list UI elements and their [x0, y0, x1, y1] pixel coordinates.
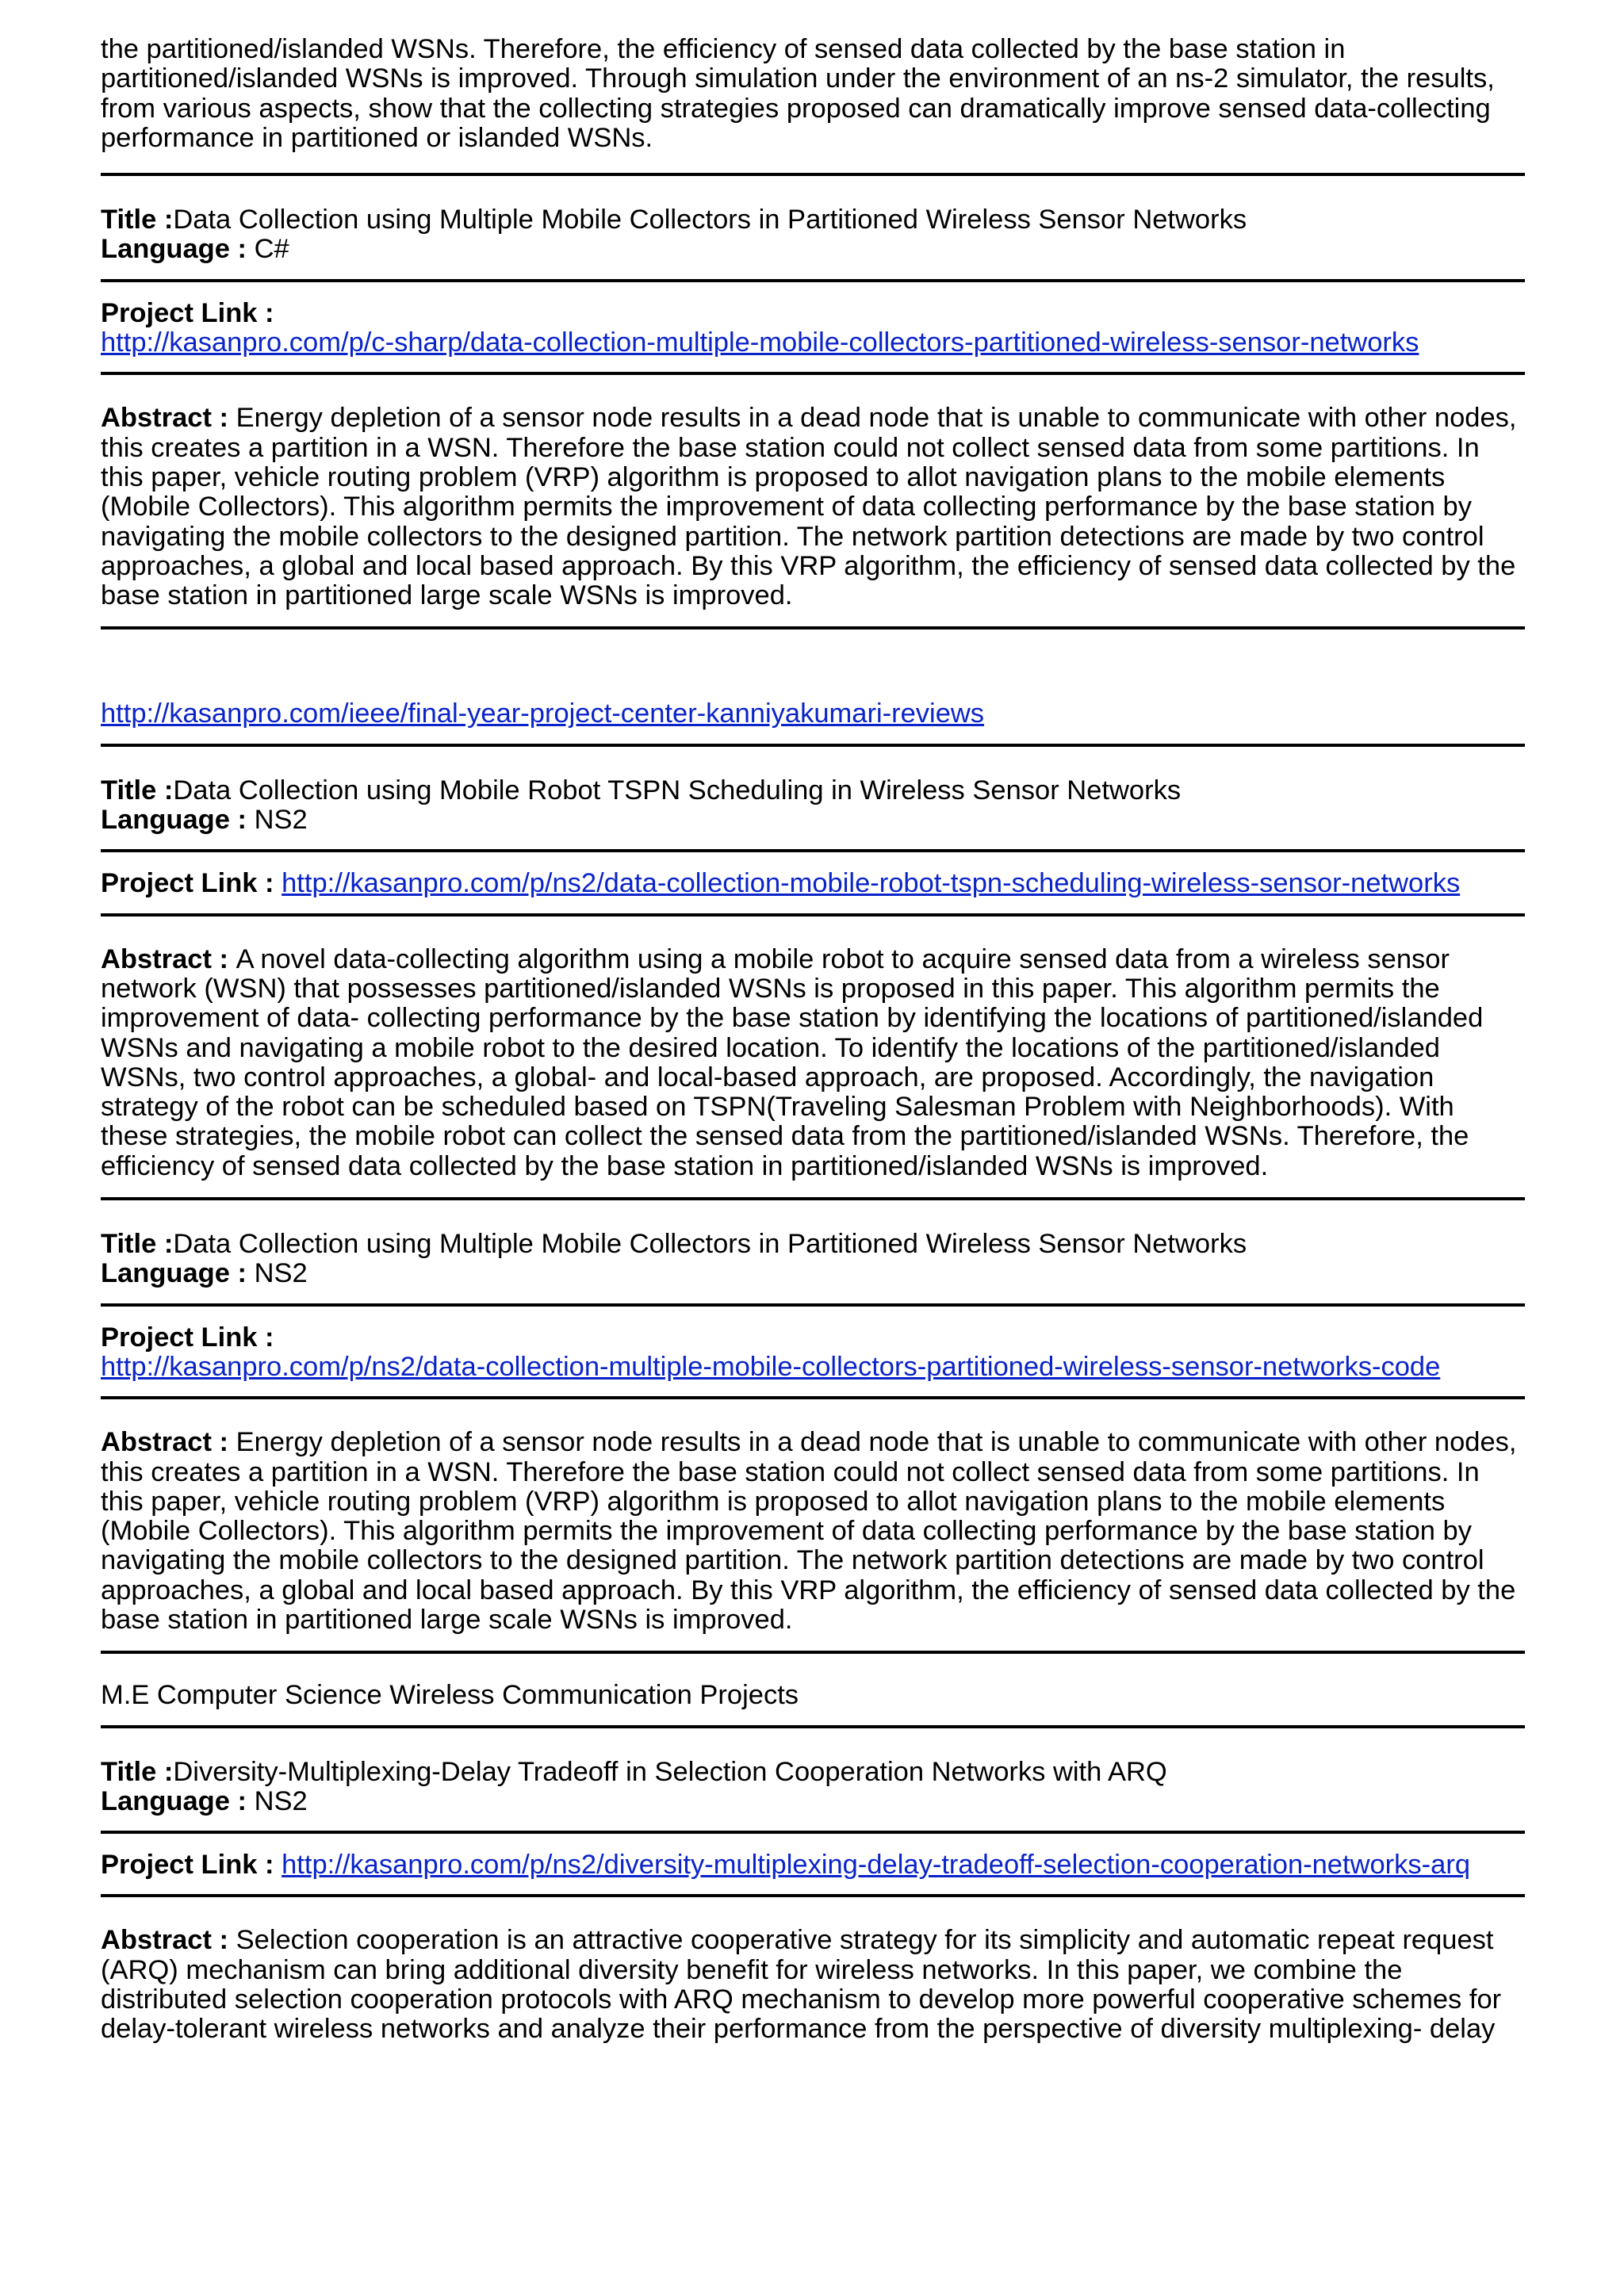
abstract-label: Abstract : [101, 403, 236, 434]
project-title-block [101, 776, 1525, 836]
section-heading: M.E Computer Science Wireless Communication Projects [101, 1680, 799, 1711]
divider [101, 372, 1525, 375]
abstract-block [101, 945, 1525, 1181]
language-label: Language : [101, 1785, 255, 1816]
divider [101, 1303, 1525, 1307]
project-language: NS2 [254, 1258, 308, 1289]
project-link[interactable]: http://kasanpro.com/p/ns2/data-collection-mobile-robot-tspn-scheduling-wireless-sensor-networks [282, 868, 1461, 899]
divider [101, 849, 1525, 852]
project-language: NS2 [254, 1785, 308, 1816]
divider [101, 1197, 1525, 1200]
language-label: Language : [101, 1258, 255, 1289]
project-title-block [101, 205, 1525, 265]
project-link[interactable]: http://kasanpro.com/p/c-sharp/data-collection-multiple-mobile-collectors-partitioned-wireless-sensor-networks [101, 327, 1419, 358]
divider [101, 279, 1525, 282]
abstract-block [101, 1926, 1525, 2044]
abstract-label: Abstract : [101, 943, 236, 974]
divider [101, 1725, 1525, 1728]
divider [101, 1831, 1525, 1834]
title-label: Title : [101, 775, 174, 806]
abstract-text: Energy depletion of a sensor node results in a dead node that is unable to communicate with other nodes, this creates a partition in a WSN. Therefore the base station could not collect sensed data from some partitions. In this paper, vehicle routing problem (VRP) algorithm is proposed to allot navigation plans to the mobile elements (Mobile Collectors). This algorithm permits the improvement of data collecting performance by the base station by navigating the mobile collectors to the designed partition. The network partition detections are made by two control approaches, a global and local based approach. By this VRP algorithm, the efficiency of sensed data collected by the base station in partitioned large scale WSNs is improved. [101, 403, 1517, 611]
divider [101, 913, 1525, 916]
project-link[interactable]: http://kasanpro.com/p/ns2/data-collection-multiple-mobile-collectors-partitioned-wireless-sensor-networks-code [101, 1351, 1441, 1382]
language-label: Language : [101, 805, 255, 836]
title-label: Title : [101, 1756, 174, 1787]
project-link-block [101, 869, 1525, 898]
divider [101, 173, 1525, 176]
document-page [101, 35, 1525, 2045]
abstract-block [101, 404, 1525, 610]
project-link-block [101, 1323, 1525, 1383]
divider [101, 1651, 1525, 1654]
title-label: Title : [101, 205, 174, 235]
project-link-block [101, 1850, 1525, 1880]
project-title: Data Collection using Multiple Mobile Collectors in Partitioned Wireless Sensor Networks [173, 1229, 1247, 1260]
project-link-label: Project Link : [101, 1850, 282, 1881]
project-link-label: Project Link : [101, 297, 274, 328]
project-title-block [101, 1758, 1525, 1817]
project-language: NS2 [254, 805, 308, 836]
project-link-label: Project Link : [101, 1322, 274, 1353]
project-link-block [101, 299, 1525, 358]
title-label: Title : [101, 1229, 174, 1260]
project-title-block [101, 1230, 1525, 1289]
abstract-text: Energy depletion of a sensor node results in a dead node that is unable to communicate with other nodes, this creates a partition in a WSN. Therefore the base station could not collect sensed data from some partitions. In this paper, vehicle routing problem (VRP) algorithm is proposed to allot navigation plans to the mobile elements (Mobile Collectors). This algorithm permits the improvement of data collecting performance by the base station by navigating the mobile collectors to the designed partition. The network partition detections are made by two control approaches, a global and local based approach. By this VRP algorithm, the efficiency of sensed data collected by the base station in partitioned large scale WSNs is improved. [101, 1427, 1517, 1635]
abstract-label: Abstract : [101, 1427, 236, 1458]
project-link[interactable]: http://kasanpro.com/p/ns2/diversity-multiplexing-delay-tradeoff-selection-cooperation-networks-arq [282, 1850, 1471, 1881]
project-link-label: Project Link : [101, 868, 282, 899]
divider [101, 744, 1525, 747]
abstract-text: A novel data-collecting algorithm using a mobile robot to acquire sensed data from a wireless sensor network (WSN) that possesses partitioned/islanded WSNs is proposed in this paper. This algorithm permits the improvement of data- collecting performance by the base station by identifying the locations of partitioned/islanded WSNs and navigating a mobile robot to the desired location. To identify the locations of the partitioned/islanded WSNs, two control approaches, a global- and local-based approach, are proposed. Accordingly, the navigation strategy of the robot can be scheduled based on TSPN(Traveling Salesman Problem with Neighborhoods). With these strategies, the mobile robot can collect the sensed data from the partitioned/islanded WSNs. Therefore, the efficiency of sensed data collected by the base station in partitioned/islanded WSNs is improved. [101, 943, 1484, 1181]
intro-text: the partitioned/islanded WSNs. Therefore, the efficiency of sensed data collected by the base station in partitioned/islanded WSNs is improved. Through simulation under the environment of an ns-2 simulator, the results, from various aspects, show that the collecting strategies proposed can dramatically improve sensed data-collecting performance in partitioned or islanded WSNs. [101, 34, 1495, 153]
project-language: C# [254, 234, 289, 265]
project-title: Diversity-Multiplexing-Delay Tradeoff in Selection Cooperation Networks with ARQ [173, 1756, 1167, 1787]
section-heading-block [101, 1681, 1525, 1710]
language-label: Language : [101, 234, 255, 265]
divider [101, 1396, 1525, 1399]
divider [101, 626, 1525, 629]
project-title: Data Collection using Mobile Robot TSPN Scheduling in Wireless Sensor Networks [173, 775, 1182, 806]
project-title: Data Collection using Multiple Mobile Collectors in Partitioned Wireless Sensor Networks [173, 205, 1247, 235]
reviews-link[interactable]: http://kasanpro.com/ieee/final-year-project-center-kanniyakumari-reviews [101, 698, 985, 729]
abstract-text: Selection cooperation is an attractive cooperative strategy for its simplicity and automatic repeat request (ARQ) mechanism can bring additional diversity benefit for wireless networks. In this paper, we combine the distributed selection cooperation protocols with ARQ mechanism to develop more powerful cooperative schemes for delay-tolerant wireless networks and analyze their performance from the perspective of diversity multiplexing- delay [101, 1925, 1502, 2045]
abstract-label: Abstract : [101, 1925, 236, 1956]
reviews-link-block [101, 699, 1525, 729]
divider [101, 1894, 1525, 1897]
abstract-block [101, 1428, 1525, 1635]
